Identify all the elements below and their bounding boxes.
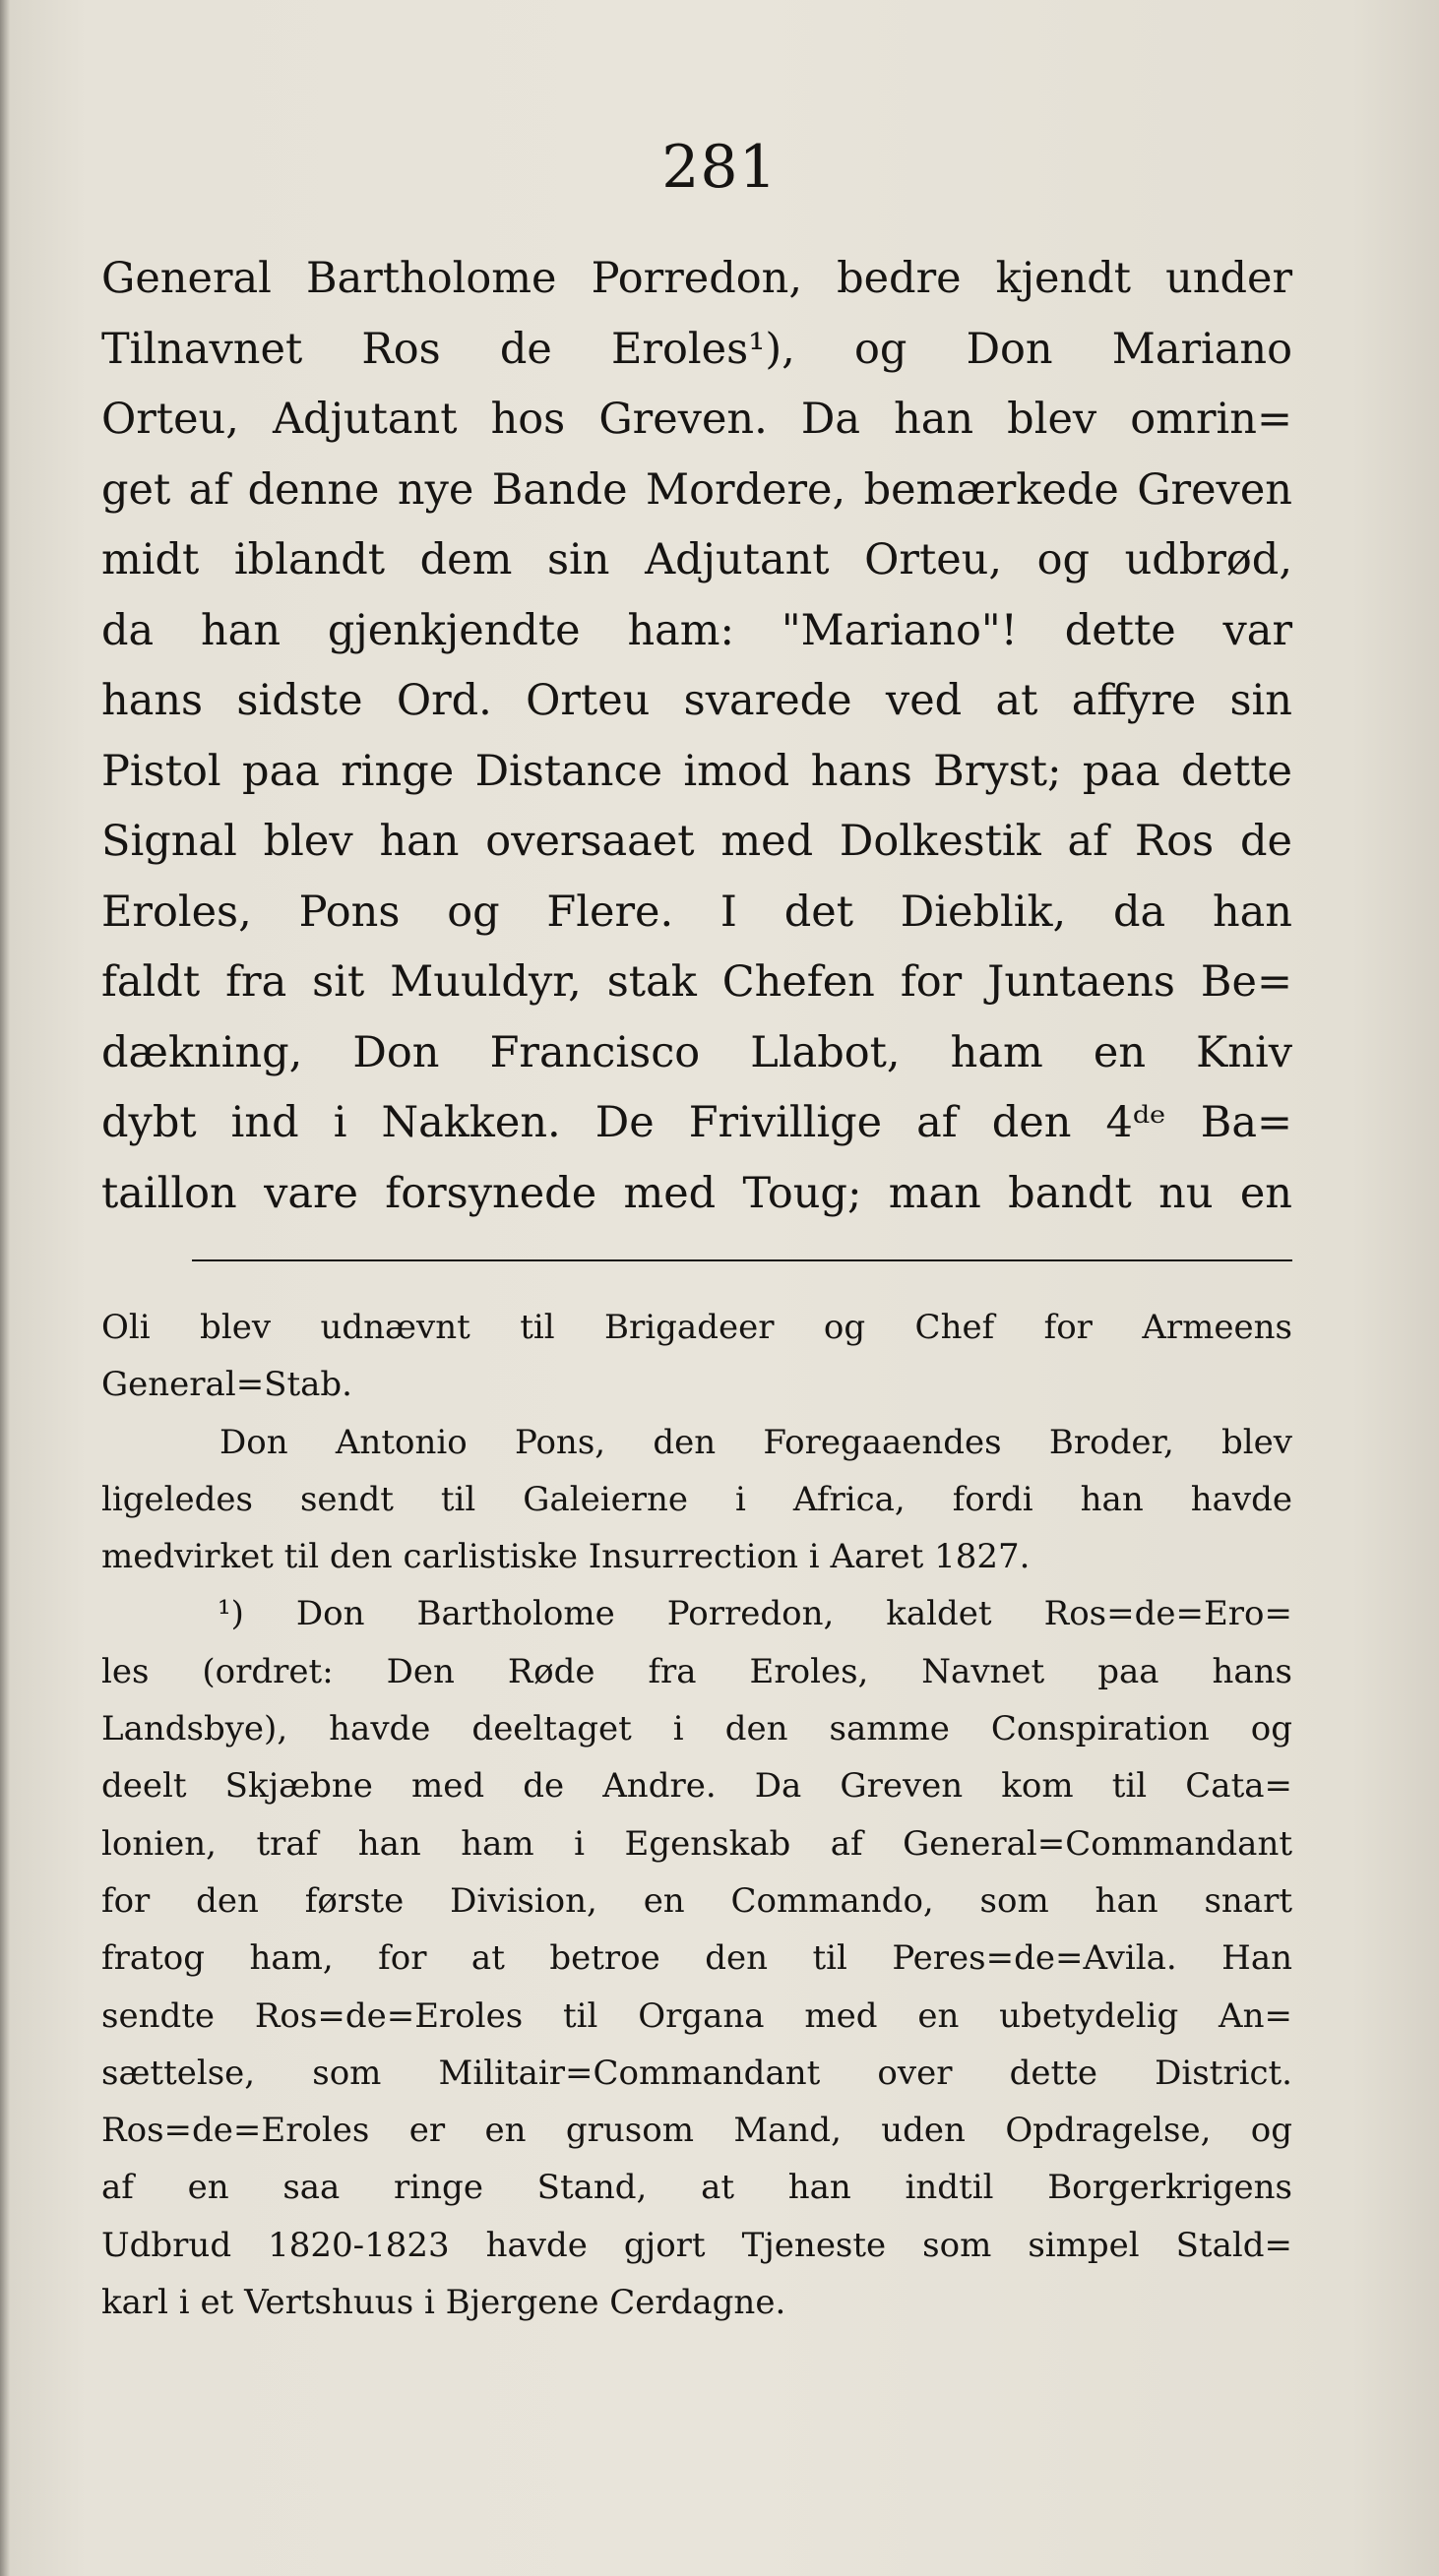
footnote-line: af en saa ringe Stand, at han indtil Borgerkrigens xyxy=(101,2168,1292,2208)
footnote-line: lonien, traf han ham i Egenskab af General=Commandant xyxy=(101,1823,1292,1864)
page-number: 281 xyxy=(661,133,778,202)
footnote-line: ligeledes sendt til Galeierne i Africa, fordi han havde xyxy=(101,1479,1292,1519)
footnotes-block xyxy=(101,1299,1292,2331)
footnote-line: karl i et Vertshuus i Bjergene Cerdagne. xyxy=(101,2283,786,2323)
footnote-line: medvirket til den carlistiske Insurrection i Aaret 1827. xyxy=(101,1537,1031,1577)
text-line: midt iblandt dem sin Adjutant Orteu, og udbrød, xyxy=(101,535,1292,584)
text-line: Signal blev han oversaaet med Dolkestik af Ros de xyxy=(101,817,1292,866)
text-line: General Bartholome Porredon, bedre kjendt under xyxy=(101,254,1292,303)
text-line: Tilnavnet Ros de Eroles¹), og Don Mariano xyxy=(101,324,1292,374)
text-line: taillon vare forsynede med Toug; man bandt nu en xyxy=(101,1168,1292,1218)
text-line: dybt ind i Nakken. De Frivillige af den 4ᵈᵉ Ba= xyxy=(101,1098,1292,1147)
footnote-line: Landsbye), havde deeltaget i den samme Conspiration og xyxy=(101,1709,1292,1749)
footnote-line: sættelse, som Militair=Commandant over dette District. xyxy=(101,2053,1292,2093)
text-line: dækning, Don Francisco Llabot, ham en Kniv xyxy=(101,1027,1292,1077)
text-line: hans sidste Ord. Orteu svarede ved at affyre sin xyxy=(101,676,1292,725)
footnote-divider xyxy=(192,1259,1292,1261)
footnote-line: fratog ham, for at betroe den til Peres=de=Avila. Han xyxy=(101,1938,1292,1979)
footnote-line: deelt Skjæbne med de Andre. Da Greven kom til Cata= xyxy=(101,1766,1292,1807)
text-line: get af denne nye Bande Mordere, bemærkede Greven xyxy=(101,464,1292,515)
footnote-line: Don Antonio Pons, den Foregaaendes Broder, blev xyxy=(219,1422,1292,1462)
footnote-line: les (ordret: Den Røde fra Eroles, Navnet paa hans xyxy=(101,1651,1292,1691)
footnote-line: Oli blev udnævnt til Brigadeer og Chef for Armeens xyxy=(101,1308,1292,1347)
footnote-line: sendte Ros=de=Eroles til Organa med en ubetydelig An= xyxy=(101,1995,1292,2036)
footnote-line: ¹) Don Bartholome Porredon, kaldet Ros=de=Ero= xyxy=(218,1594,1292,1634)
text-line: faldt fra sit Muuldyr, stak Chefen for Juntaens Be= xyxy=(101,957,1292,1007)
text-line: Orteu, Adjutant hos Greven. Da han blev omrin= xyxy=(101,395,1292,444)
text-line: da han gjenkjendte ham: "Mariano"! dette var xyxy=(101,605,1292,655)
footnote-line: for den første Division, en Commando, som han snart xyxy=(101,1880,1292,1921)
text-line: Eroles, Pons og Flere. I det Dieblik, da han xyxy=(101,887,1292,937)
footnote-line: Udbrud 1820-1823 havde gjort Tjeneste som simpel Stald= xyxy=(101,2225,1292,2265)
footnote-line: Ros=de=Eroles er en grusom Mand, uden Opdragelse, og xyxy=(101,2111,1292,2151)
footnote-line: General=Stab. xyxy=(101,1365,352,1405)
main-text-block xyxy=(101,244,1292,1229)
text-line: Pistol paa ringe Distance imod hans Bryst; paa dette xyxy=(101,746,1292,796)
page-edge-shadow xyxy=(0,0,10,2576)
